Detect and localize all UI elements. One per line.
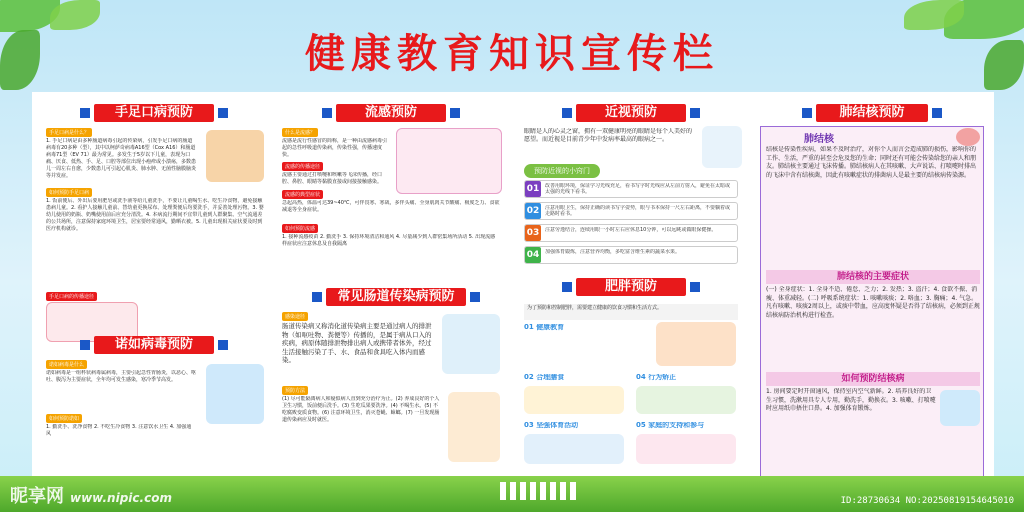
intestinal-body: 肠道传染病又称消化道传染病主要是通过病人的排泄物（如呕吐物、粪便等）传播的，是属于病从口入的疾病，病原体随排泄物排出病人或携带者体外，经过生活接触污染了手、水、食品和食具吃入体内而感染。: [282, 322, 432, 364]
section-heading-hfmd: 手足口病预防: [94, 104, 214, 122]
watermark-left-text: 昵享网: [10, 486, 64, 507]
obesity-item-label: 健康教育: [536, 324, 565, 331]
child-illustration: [206, 130, 264, 182]
obesity-item-label: 家庭的支持和参与: [648, 422, 705, 429]
norovirus-sub: 如何预防诺如: [46, 414, 82, 423]
tb-prevent: 1. 房间要定时开窗通风，保持室内空气新鲜。2. 培养良好的卫生习惯，洗漱用具专人专用，勤洗手，勤换衣。3. 咳嗽、打喷嚏时应用纸巾捂住口鼻。4. 加强体育锻炼。: [766, 388, 936, 412]
exercise-illustration: [636, 386, 736, 414]
obesity-item: [524, 374, 624, 384]
obesity-item-num: 04: [636, 374, 646, 381]
lungs-icon: [956, 128, 980, 146]
watermark-right: ID:28730634 NO:20250819154645010: [840, 496, 1014, 506]
hfmd-body: 1. 手足口病是由多种肠道病毒引起的传染病，引发手足口病的肠道病毒有20多种（型），其中以柯萨奇病毒A16型（Cox A16）和肠道病毒71型（EV 71）最为常见。多发生于5岁以下儿童，表现为口痛、厌食、低热、手、足、口腔等部位出现小疱疹或小溃疡，多数患儿一周左右自愈，少数患儿可引起心肌炎、肺水肿、无菌性脑膜脑炎等并发症。: [46, 138, 196, 179]
hfmd-small-tag: 手足口病的传播途径: [46, 292, 97, 301]
obesity-item-num: 02: [524, 374, 534, 381]
intestinal-tag: 感染途径: [282, 312, 308, 321]
section-heading-obesity: 肥胖预防: [576, 278, 686, 296]
intestinal-body2: (1) 尽可能隔离病人和疑似病人直到充分治疗为止。(2) 养成良好的个人卫生习惯，饭前便后洗手。(3) 生吃瓜果要洗净。(4) 不喝生水。(5) 不吃腐败变质食物。(6) 注意环境卫生，消灭苍蝇、蟑螂。(7) 一旦发现肠道传染病应及时就医。: [282, 396, 440, 423]
flu-tag1: 什么是流感？: [282, 128, 318, 137]
watermark-left-url: www.nipic.com: [70, 491, 172, 505]
tip-text: 注意劳逸结合，连续用眼一小时左右应休息10分钟，可以远眺或做眼保健操。: [545, 227, 717, 233]
column-flu: [276, 92, 506, 500]
column-hfmd: [40, 92, 268, 500]
column-tb: [756, 92, 988, 500]
kid-eating-illustration: [656, 322, 736, 366]
obesity-item-num: 05: [636, 422, 646, 429]
obesity-item: [524, 422, 624, 432]
tip-number: 01: [525, 181, 541, 197]
doctor-illustration: [702, 126, 742, 168]
intestinal-tag2: 预防方法: [282, 386, 308, 395]
flu-tag4: 如何预防流感: [282, 224, 318, 233]
person-illustration: [442, 314, 500, 374]
tb-subhead: 肺结核: [804, 134, 834, 145]
myopia-intro: 眼睛是人的心灵之窗，拥有一双健康明亮的眼睛是每个人美好的愿望。而近视是目前青少年中发病率最高的眼病之一。: [524, 128, 693, 143]
hfmd-tag: 手足口病是什么？: [46, 128, 92, 137]
tip-text: 改善用眼环境，保证学习光线充足，看书写字时光线应从左前方射入，避免在太暗或太强的光线下看书。: [545, 183, 731, 195]
myopia-tip: [524, 224, 738, 242]
tip-number: 03: [525, 225, 541, 241]
obesity-item-label: 行为矫正: [648, 374, 677, 381]
board: [32, 92, 994, 500]
norovirus-body2: 1. 勤洗手、洗净食物 2. 不吃生冷食物 3. 注意饮水卫生 4. 加强通风: [46, 424, 192, 437]
flu-body4: 1. 接种流感疫苗 2. 勤洗手 3. 保持环境清洁和通风 4. 尽量减少到人群密集场所活动 5. 出现流感样症状应注意休息及自我隔离: [282, 234, 496, 247]
flu-body2: 流感主要通过打喷嚏和咳嗽等飞沫传播，经口腔、鼻腔、眼睛等黏膜直接或间接接触感染。: [282, 172, 383, 185]
flu-body1: 流感是流行性感冒的简称，是一种由流感病毒引起的急性呼吸道传染病，传染性强，传播速度快。: [282, 138, 388, 158]
handwash-illustration: [448, 392, 500, 462]
myopia-tip: [524, 246, 738, 264]
norovirus-tag: 诺如病毒是什么: [46, 360, 87, 369]
watermark-left: [10, 482, 172, 508]
tip-text: 注意用眼卫生，保持正确的读书写字姿势，眼与书本保持一尺左右距离，不要躺着或走路时看书。: [545, 205, 731, 217]
tip-number: 04: [525, 247, 541, 263]
obesity-item: [524, 324, 624, 334]
obesity-item-num: 01: [524, 324, 534, 331]
section-heading-intestinal: 常见肠道传染病预防: [326, 288, 466, 306]
flu-body3: 急起高热，体温可达39~40℃，可伴畏寒、寒战，多伴头痛、全身肌肉关节酸痛、极度乏力、食欲减退等全身症状。: [282, 200, 500, 213]
obesity-item-num: 03: [524, 422, 534, 429]
food-illustration: [524, 386, 624, 414]
page-title: 健康教育知识宣传栏: [305, 31, 719, 77]
tb-symptoms-title: 肺结核的主要症状: [766, 270, 980, 284]
myopia-tip: [524, 180, 738, 198]
section-heading-flu: 流感预防: [336, 104, 446, 122]
obesity-intro: 为了预防和控制肥胖，需要建立健康的饮食习惯和生活方式。: [524, 304, 738, 320]
hfmd-sub: 如何预防手足口病: [46, 188, 92, 197]
virus-illustration: [206, 364, 264, 424]
section-heading-norovirus: 诺如病毒预防: [94, 336, 214, 354]
tip-number: 02: [525, 203, 541, 219]
column-myopia: [516, 92, 746, 500]
family-illustration: [636, 434, 736, 464]
tip-text: 加强体育锻炼，注意营养均衡，多吃富含维生素的蔬菜水果。: [545, 249, 681, 255]
flu-diagram: [396, 128, 502, 194]
section-heading-myopia: 近视预防: [576, 104, 686, 122]
hfmd-body2: 1. 饭前便后、外出后要用肥皂或洗手液等给儿童洗手，不要让儿童喝生水、吃生冷食物，避免接触患病儿童。2. 看护人接触儿童前、替幼童更换尿布、处理粪便后均要洗手，并妥善处理污物。3. 婴幼儿使用的奶瓶、奶嘴使用前后应充分清洗。4. 本病流行期间不宜带儿童到人群聚集、空气流通差的公共场所，注意保持家庭环境卫生，居室要经常通风，勤晒衣被。5. 儿童出现相关症状要及时到医疗机构就诊。: [46, 198, 264, 232]
obesity-item: [636, 374, 736, 384]
myopia-tip: [524, 202, 738, 220]
kids-illustration: [524, 434, 624, 464]
tb-prevent-title: 如何预防结核病: [766, 372, 980, 386]
tb-symptoms: (一) 全身症状：1. 全身不适、倦怠、乏力；2. 发热；3. 盗汗；4. 食欲不振、消瘦、体重减轻。(二) 呼吸系统症状：1. 咳嗽咳痰；2. 咯血；3. 胸痛；4. 气急。凡有咳嗽、咳痰2周以上，或痰中带血，应高度怀疑是否得了结核病，必须到正规结核病防治机构进行检查。: [766, 286, 980, 319]
fence-decoration: [500, 482, 580, 500]
obesity-item-label: 合理膳食: [536, 374, 565, 381]
flu-tag2: 流感的传播途径: [282, 162, 323, 171]
obesity-item-label: 坚强体育活动: [536, 422, 579, 429]
myopia-tips-title: 预防近视的小窍门: [524, 164, 600, 178]
norovirus-body: 诺如病毒是一组杯状病毒属病毒，主要引起急性胃肠炎，以恶心、呕吐、腹泻为主要症状，全年均可发生感染，寒冷季节高发。: [46, 370, 196, 383]
tb-body: 结核是传染性疾病，如果不及时治疗，对你个人而言会造成肺的损伤，影响你的工作、生活，严重的甚至会危及您的生命；同时还有可能会传染给您的亲人和朋友。肺结核主要通过飞沫传播。肺结核病人在其咳嗽、大声说话、打喷嚏时排出的飞沫中含有结核菌，因此有咳嗽症状的排菌病人是最主要的结核病传染源。: [766, 146, 977, 179]
window-illustration: [940, 390, 980, 426]
obesity-item: [636, 422, 740, 432]
flu-tag3: 流感的典型症状: [282, 190, 323, 199]
section-heading-tb: 肺结核预防: [816, 104, 928, 122]
